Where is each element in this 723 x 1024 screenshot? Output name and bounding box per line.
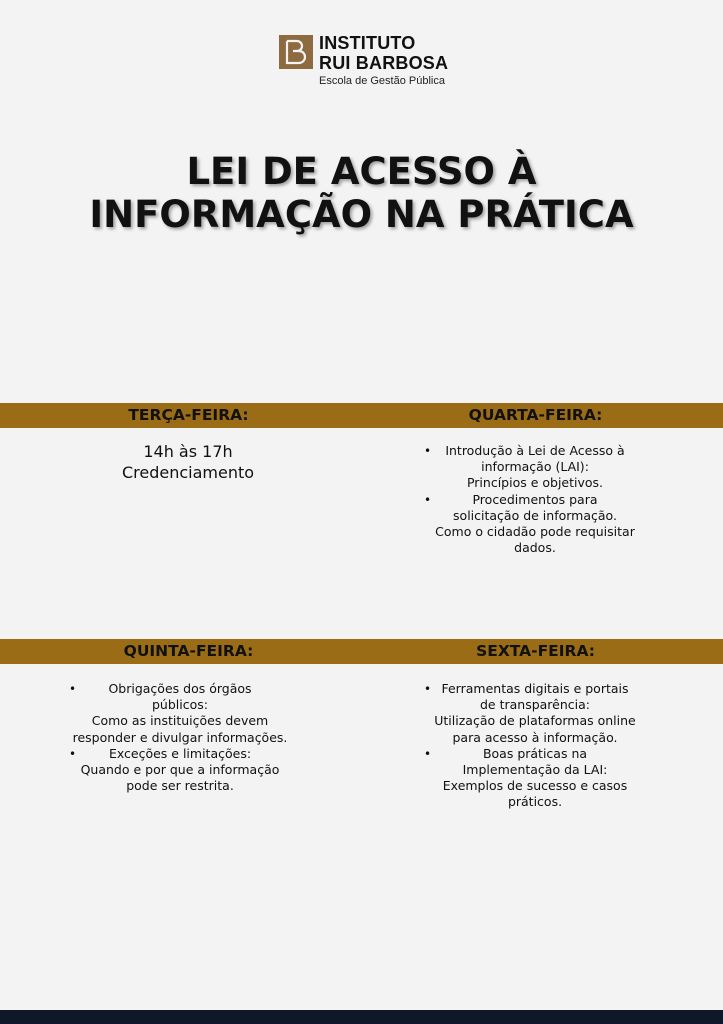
schedule-band-top [0,403,723,428]
list-item: • Exceções e limitações: [69,745,252,761]
list-item-detail: Princípios e objetivos. [466,475,604,491]
list-item-detail: Quando e por que a informação [80,762,280,778]
list-item-detail: dados. [514,540,556,556]
list-item: • Procedimentos para [424,491,598,507]
bullet-icon: • [424,682,432,696]
page-title [0,150,723,236]
list-item-continuation: públicos: [152,697,208,713]
list-item: • Boas práticas na [424,745,588,761]
friday-content [410,681,660,811]
list-item: • Introdução à Lei de Acesso à [424,443,625,458]
list-item: • Obrigações dos órgãos [69,681,252,696]
bullet-icon: • [424,746,432,761]
logo-line-2: RUI BARBOSA [319,53,449,73]
title-line-1: LEI DE ACESSO À [186,150,537,193]
bullet-icon: • [69,682,77,696]
title-line-2: INFORMAÇÃO NA PRÁTICA [89,193,634,236]
bullet-icon: • [424,444,432,458]
list-item-continuation: de transparência: [479,697,591,713]
list-item-detail: Utilização de plataformas online [434,713,636,729]
list-item: • Ferramentas digitais e portais [424,681,629,696]
tuesday-time: 14h às 17h [143,442,233,461]
bullet-icon: • [69,746,77,761]
day-label-wednesday: QUARTA-FEIRA: [468,406,603,424]
day-label-thursday: QUINTA-FEIRA: [123,642,254,660]
thursday-content [55,681,305,794]
list-item-detail: responder e divulgar informações. [72,729,288,745]
bullet-icon: • [424,492,432,507]
footer-bar [0,1010,723,1024]
list-item-detail: pode ser restrita. [126,778,234,794]
logo-line-1: INSTITUTO [319,33,416,53]
list-item-continuation: Implementação da LAI: [462,762,608,778]
tuesday-content [88,441,288,483]
tuesday-activity: Credenciamento [121,463,255,482]
list-item-detail: Como o cidadão pode requisitar [435,524,635,540]
logo-mark-icon [279,35,313,69]
list-item-detail: para acesso à informação. [452,729,618,745]
day-label-friday: SEXTA-FEIRA: [476,642,595,660]
day-label-tuesday: TERÇA-FEIRA: [128,406,249,424]
list-item-continuation: informação (LAI): [481,459,589,475]
wednesday-content [410,443,660,556]
list-item-detail: Como as instituições devem [91,713,269,729]
list-item-detail: Exemplos de sucesso e casos [442,778,628,794]
logo-subtitle: Escola de Gestão Pública [319,75,445,87]
list-item-continuation: solicitação de informação. [453,507,617,523]
schedule-band-bottom [0,639,723,664]
list-item-detail: práticos. [507,794,563,810]
